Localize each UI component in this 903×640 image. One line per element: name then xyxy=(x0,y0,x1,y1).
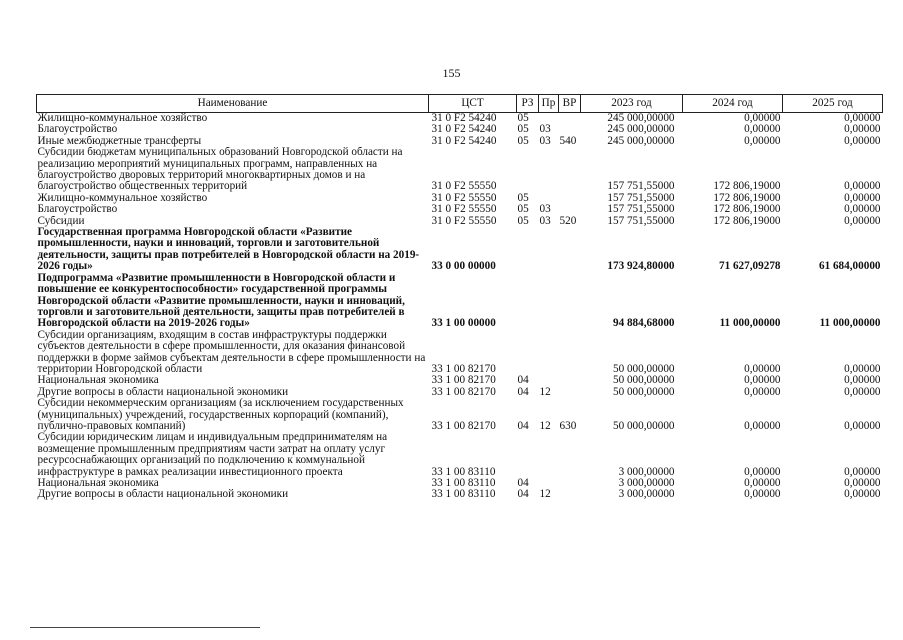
page-number: 155 xyxy=(442,66,461,80)
cell-pr: 03 xyxy=(539,215,551,227)
cell-pr: 03 xyxy=(539,204,551,216)
cell-name: Другие вопросы в области национальной экономики xyxy=(37,489,289,501)
cell-pr xyxy=(539,330,559,376)
table-row xyxy=(37,124,883,135)
table-row xyxy=(37,398,883,432)
cell-y2025: 0,00000 xyxy=(844,419,881,432)
cell-y2023: 173 924,80000 xyxy=(607,260,675,273)
cell-y2023: 50 000,00000 xyxy=(612,386,675,398)
cell-vr xyxy=(559,147,581,193)
footer-rule xyxy=(30,627,260,628)
cell-y2024: 71 627,09278 xyxy=(718,260,781,273)
cell-rz: 04 xyxy=(517,478,529,489)
table-body xyxy=(37,113,883,501)
cell-name: Другие вопросы в области национальной экономики xyxy=(37,386,289,398)
cell-cst: 31 0 F2 55550 xyxy=(431,215,497,227)
cell-cst: 31 0 F2 54240 xyxy=(431,135,497,147)
table-row xyxy=(37,387,883,398)
cell-y2024: 0,00000 xyxy=(744,478,781,489)
cell-y2023: 50 000,00000 xyxy=(612,419,675,432)
cell-vr xyxy=(559,489,581,500)
cell-y2023: 245 000,00000 xyxy=(607,112,675,124)
cell-vr xyxy=(559,330,581,376)
cell-cst: 31 0 F2 54240 xyxy=(431,112,497,124)
cell-cst: 33 1 00 82170 xyxy=(431,419,496,432)
cell-y2023: 50 000,00000 xyxy=(612,375,675,387)
cell-cst: 31 0 F2 55550 xyxy=(431,192,497,204)
cell-cst: 31 0 F2 55550 xyxy=(431,180,497,193)
cell-y2023: 157 751,55000 xyxy=(607,204,675,216)
cell-y2024: 172 806,19000 xyxy=(713,192,781,204)
table-row xyxy=(37,330,883,376)
cell-pr: 12 xyxy=(539,419,551,432)
table-row xyxy=(37,216,883,227)
table-row xyxy=(37,193,883,204)
table-row xyxy=(37,204,883,215)
cell-vr xyxy=(559,387,581,398)
cell-y2025: 0,00000 xyxy=(844,215,881,227)
table-row xyxy=(37,147,883,193)
cell-pr xyxy=(539,147,559,193)
table-row xyxy=(37,113,883,125)
header-pr: Пр xyxy=(539,95,559,113)
cell-name: Национальная экономика xyxy=(37,478,159,489)
cell-rz: 05 xyxy=(517,124,529,136)
cell-y2023: 3 000,00000 xyxy=(618,478,675,489)
header-vr: ВР xyxy=(559,95,581,113)
cell-pr xyxy=(539,193,559,204)
cell-name: Субсидии xyxy=(37,215,85,227)
cell-y2023: 245 000,00000 xyxy=(607,135,675,147)
cell-pr: 03 xyxy=(539,135,551,147)
cell-pr xyxy=(539,113,559,125)
cell-vr xyxy=(559,227,581,273)
cell-rz: 04 xyxy=(517,419,529,432)
table-header xyxy=(37,95,883,113)
cell-y2024: 172 806,19000 xyxy=(713,180,781,193)
header-2025: 2025 год xyxy=(783,95,883,113)
cell-y2024: 0,00000 xyxy=(744,362,781,375)
cell-y2025: 0,00000 xyxy=(844,135,881,147)
cell-pr xyxy=(539,375,559,386)
table-row xyxy=(37,432,883,478)
cell-vr xyxy=(559,375,581,386)
table-row xyxy=(37,227,883,273)
cell-rz xyxy=(517,227,539,273)
cell-vr xyxy=(559,124,581,135)
header-name: Наименование xyxy=(37,95,429,113)
table-row xyxy=(37,478,883,489)
cell-vr: 520 xyxy=(559,215,577,227)
cell-y2024: 0,00000 xyxy=(744,112,781,124)
header-cst: ЦСТ xyxy=(429,95,517,113)
cell-vr xyxy=(559,478,581,489)
cell-pr: 12 xyxy=(539,489,551,501)
cell-vr xyxy=(559,113,581,125)
cell-y2024: 0,00000 xyxy=(744,386,781,398)
cell-cst: 33 1 00 82170 xyxy=(431,362,496,375)
cell-rz: 05 xyxy=(517,204,529,216)
cell-y2023: 157 751,55000 xyxy=(607,215,675,227)
cell-pr xyxy=(539,432,559,478)
cell-y2025: 0,00000 xyxy=(844,489,881,501)
cell-y2023: 3 000,00000 xyxy=(618,489,675,501)
cell-vr xyxy=(559,273,581,330)
cell-name: Благоустройство xyxy=(37,124,118,136)
cell-vr: 540 xyxy=(559,135,577,147)
cell-y2025: 0,00000 xyxy=(844,204,881,216)
cell-rz xyxy=(517,147,539,193)
cell-y2025: 0,00000 xyxy=(844,362,881,375)
cell-name: Жилищно-коммунальное хозяйство xyxy=(37,112,208,124)
cell-y2025: 0,00000 xyxy=(844,375,881,387)
cell-rz: 04 xyxy=(517,375,529,387)
cell-name: Субсидии бюджетам муниципальных образований Новгородской области на реализацию мероприятий муниципальных программ, направленных на благоустройство дворовых территорий многоквартирных домов и на благоустройство общественных территорий xyxy=(37,147,403,193)
cell-pr xyxy=(539,478,559,489)
cell-y2024: 0,00000 xyxy=(744,489,781,501)
cell-cst: 33 0 00 00000 xyxy=(431,260,496,273)
cell-rz xyxy=(517,330,539,376)
table-row xyxy=(37,136,883,147)
header-2023: 2023 год xyxy=(581,95,683,113)
cell-y2023: 3 000,00000 xyxy=(618,465,675,478)
cell-rz: 05 xyxy=(517,135,529,147)
cell-name: Благоустройство xyxy=(37,204,118,216)
cell-rz: 05 xyxy=(517,215,529,227)
table-row xyxy=(37,273,883,330)
cell-y2025: 61 684,00000 xyxy=(818,260,881,273)
cell-vr xyxy=(559,193,581,204)
table-row xyxy=(37,489,883,500)
cell-rz: 05 xyxy=(517,112,529,124)
cell-y2023: 50 000,00000 xyxy=(612,362,675,375)
cell-y2024: 11 000,00000 xyxy=(719,317,781,330)
cell-y2023: 157 751,55000 xyxy=(607,180,675,193)
budget-table xyxy=(36,94,883,501)
cell-y2025: 0,00000 xyxy=(844,124,881,136)
cell-name: Национальная экономика xyxy=(37,375,159,387)
cell-y2024: 0,00000 xyxy=(744,135,781,147)
cell-y2023: 94 884,68000 xyxy=(612,317,675,330)
cell-y2023: 245 000,00000 xyxy=(607,124,675,136)
cell-cst: 33 1 00 83110 xyxy=(431,489,496,501)
table-row xyxy=(37,375,883,386)
cell-y2025: 11 000,00000 xyxy=(819,317,881,330)
cell-vr xyxy=(559,432,581,478)
header-rz: РЗ xyxy=(517,95,539,113)
cell-pr: 12 xyxy=(539,386,551,398)
cell-rz xyxy=(517,273,539,330)
cell-rz: 04 xyxy=(517,489,529,501)
cell-cst: 31 0 F2 55550 xyxy=(431,204,497,216)
cell-y2023: 157 751,55000 xyxy=(607,192,675,204)
cell-y2025: 0,00000 xyxy=(844,478,881,489)
cell-y2025: 0,00000 xyxy=(844,465,881,478)
cell-name: Субсидии организациям, входящим в состав инфраструктуры поддержки субъектов деятельности в сфере промышленности, для оказания финансовой поддержки в форме займов субъектам деятельности в сфере промышленности на территории Новгородской области xyxy=(37,329,426,375)
cell-pr xyxy=(539,227,559,273)
cell-name: Субсидии юридическим лицам и индивидуальным предпринимателям на возмещение промышленным предприятиям части затрат на оплату услуг ресурсоснабжающих организаций по подключению к коммунальной инфраструктуре в рамках реализации инвестиционного проекта xyxy=(37,432,388,478)
cell-vr xyxy=(559,204,581,215)
cell-name: Субсидии некоммерческим организациям (за исключением государственных (муниципальных) учреждений, государственных корпораций (компаний), публично-правовых компаний) xyxy=(37,398,404,432)
cell-cst: 33 1 00 00000 xyxy=(431,317,496,330)
cell-cst: 33 1 00 82170 xyxy=(431,375,496,387)
header-2024: 2024 год xyxy=(683,95,783,113)
cell-cst: 31 0 F2 54240 xyxy=(431,124,497,136)
cell-y2025: 0,00000 xyxy=(844,386,881,398)
cell-pr xyxy=(539,273,559,330)
cell-y2024: 0,00000 xyxy=(744,375,781,387)
cell-rz: 04 xyxy=(517,386,529,398)
cell-rz xyxy=(517,432,539,478)
cell-name: Государственная программа Новгородской области «Развитие промышленности, науки и инноваций, торговли и заготовительной деятельности, защиты прав потребителей в Новгородской области на 2019-2026 годы» xyxy=(37,227,420,273)
cell-y2024: 0,00000 xyxy=(744,465,781,478)
cell-y2025: 0,00000 xyxy=(844,180,881,193)
cell-y2025: 0,00000 xyxy=(844,112,881,124)
cell-y2024: 172 806,19000 xyxy=(713,215,781,227)
cell-cst: 33 1 00 82170 xyxy=(431,386,496,398)
cell-cst: 33 1 00 83110 xyxy=(431,478,496,489)
cell-rz: 05 xyxy=(517,192,529,204)
cell-y2025: 0,00000 xyxy=(844,192,881,204)
cell-name: Жилищно-коммунальное хозяйство xyxy=(37,192,208,204)
cell-name: Иные межбюджетные трансферты xyxy=(37,135,202,147)
cell-y2024: 0,00000 xyxy=(744,419,781,432)
cell-vr: 630 xyxy=(559,419,577,432)
cell-cst: 33 1 00 83110 xyxy=(431,465,496,478)
cell-y2024: 0,00000 xyxy=(744,124,781,136)
cell-pr: 03 xyxy=(539,124,551,136)
cell-y2024: 172 806,19000 xyxy=(713,204,781,216)
cell-name: Подпрограмма «Развитие промышленности в Новгородской области и повышение ее конкурентоспособности» государственной программы Новгородской области «Развитие промышленности, науки и инноваций, торговли и заготовительной деятельности, защиты прав потребителей в Новгородской области на 2019-2026 годы» xyxy=(37,272,405,330)
